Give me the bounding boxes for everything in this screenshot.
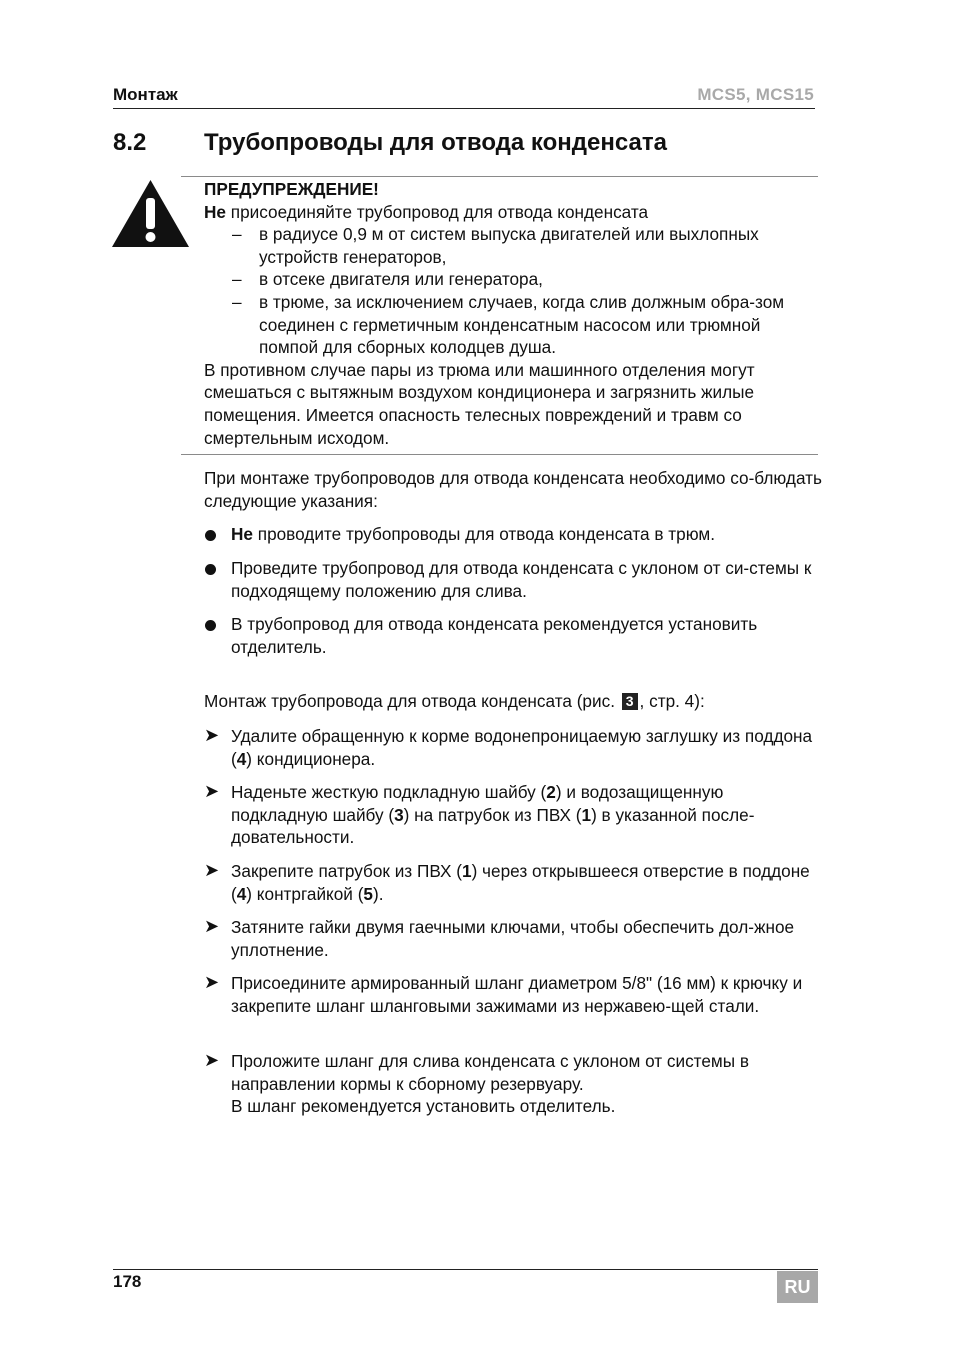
step-text: Закрепите патрубок из ПВХ ( [231, 861, 462, 881]
arrow-icon: ➤ [204, 725, 220, 745]
part-number: 4 [236, 883, 247, 904]
bullet-item [204, 613, 824, 658]
step-text: ) и водозащищенную подкладную шайбу ( [231, 782, 724, 825]
arrow-icon: ➤ [204, 916, 220, 936]
arrow-icon: ➤ [204, 1050, 220, 1070]
footer-rule [113, 1269, 818, 1270]
warning-list-item [204, 268, 824, 291]
part-number: 4 [236, 748, 247, 769]
arrow-icon: ➤ [204, 860, 220, 880]
procedure-lead-text: , стр. 4): [639, 691, 705, 711]
step-item [204, 725, 824, 770]
step-item [204, 916, 824, 961]
warning-intro [204, 201, 824, 224]
part-number: 1 [462, 861, 472, 881]
step-text: Присоедините армированный шланг диаметром 5/8" (16 мм) к крючку и закрепите шланг шланговыми зажимами из нержавею-щей стали. [231, 973, 803, 1016]
warning-list-item [204, 223, 824, 268]
warning-list-item-text: в трюме, за исключением случаев, когда слив должным обра-зом соединен с герметичным конденсатным насосом или трюмной помпой для сборных колодцев душа. [259, 291, 785, 358]
dash-marker: – [232, 269, 242, 290]
bullet-text: проводите трубопроводы для отвода конденсата в трюм. [252, 524, 716, 544]
bullet-dot-icon [205, 620, 216, 631]
step-text: ) в указанной после-довательности. [231, 804, 755, 848]
running-header-section: Монтаж [113, 85, 178, 104]
step-text: Затяните гайки двумя гаечными ключами, чтобы обеспечить дол-жное уплотнение. [231, 917, 795, 960]
procedure-lead-text: Монтаж трубопровода для отвода конденсата (рис. [204, 691, 615, 711]
part-number: 3 [394, 804, 404, 825]
arrow-icon: ➤ [204, 972, 220, 992]
bullet-dot-icon [205, 530, 216, 541]
step-item [204, 860, 824, 905]
warning-outro: В противном случае пары из трюма или машинного отделения могут смешаться с вытяжным воздухом кондиционера и загрязнить жилые помещения. Имеется опасность телесных повреждений и травм со смертельным исходом. [204, 359, 755, 448]
bullet-item [204, 557, 824, 602]
warning-text [204, 178, 824, 449]
step-text: Удалите обращенную к корме водонепроницаемую заглушку из поддона ( [231, 726, 813, 769]
step-item [204, 781, 824, 849]
step-item [204, 972, 824, 1017]
bullet-text: В трубопровод для отвода конденсата рекомендуется установить отделитель. [231, 614, 758, 657]
warning-intro-bold: Не [204, 201, 226, 222]
figure-number-badge: 3 [622, 693, 638, 710]
arrow-icon: ➤ [204, 781, 220, 801]
running-header-models: MCS5, MCS15 [697, 85, 814, 104]
step-text: ). [372, 883, 384, 904]
bullet-text: Проведите трубопровод для отвода конденсата с уклоном от си-стемы к подходящему положению для слива. [231, 558, 812, 601]
intro-paragraph: При монтаже трубопроводов для отвода конденсата необходимо со-блюдать следующие указания: [204, 468, 822, 511]
step-text: ) контргайкой ( [246, 883, 364, 904]
step-text: ) на патрубок из ПВХ ( [403, 804, 582, 825]
step-text: Проложите шланг для слива конденсата с уклоном от системы в направлении кормы к сборному резервуару. [231, 1051, 749, 1094]
section-title: Трубопроводы для отвода конденсата [204, 129, 667, 156]
language-badge: RU [777, 1271, 818, 1303]
step-text: ) через открывшееся отверстие в поддоне ( [231, 861, 810, 904]
warning-rule-top [181, 176, 818, 177]
header-rule [113, 108, 815, 109]
step-item [204, 1050, 824, 1118]
warning-intro-rest: присоединяйте трубопровод для отвода конденсата [225, 201, 649, 222]
part-number: 5 [363, 883, 373, 904]
warning-list-item-text: в радиусе 0,9 м от систем выпуска двигателей или выхлопных устройств генераторов, [259, 224, 759, 267]
procedure-lead [204, 690, 824, 713]
page-number: 178 [113, 1272, 142, 1291]
part-number: 1 [581, 804, 592, 825]
step-text: Наденьте жесткую подкладную шайбу ( [231, 782, 547, 802]
warning-list-item [204, 291, 824, 359]
part-number: 2 [546, 782, 556, 802]
warning-rule-bottom [181, 454, 818, 455]
warning-triangle-icon [111, 179, 190, 248]
step-text: ) кондиционера. [246, 748, 376, 769]
step-note: В шланг рекомендуется установить отделитель. [231, 1096, 616, 1117]
warning-list-item-text: в отсеке двигателя или генератора, [259, 269, 543, 290]
bullet-item [204, 523, 824, 546]
bullet-dot-icon [205, 564, 216, 575]
dash-marker: – [232, 291, 242, 312]
bullet-bold-text: Не [231, 524, 253, 544]
warning-label: ПРЕДУПРЕЖДЕНИЕ! [204, 179, 379, 199]
dash-marker: – [232, 224, 242, 245]
section-number: 8.2 [113, 129, 147, 156]
